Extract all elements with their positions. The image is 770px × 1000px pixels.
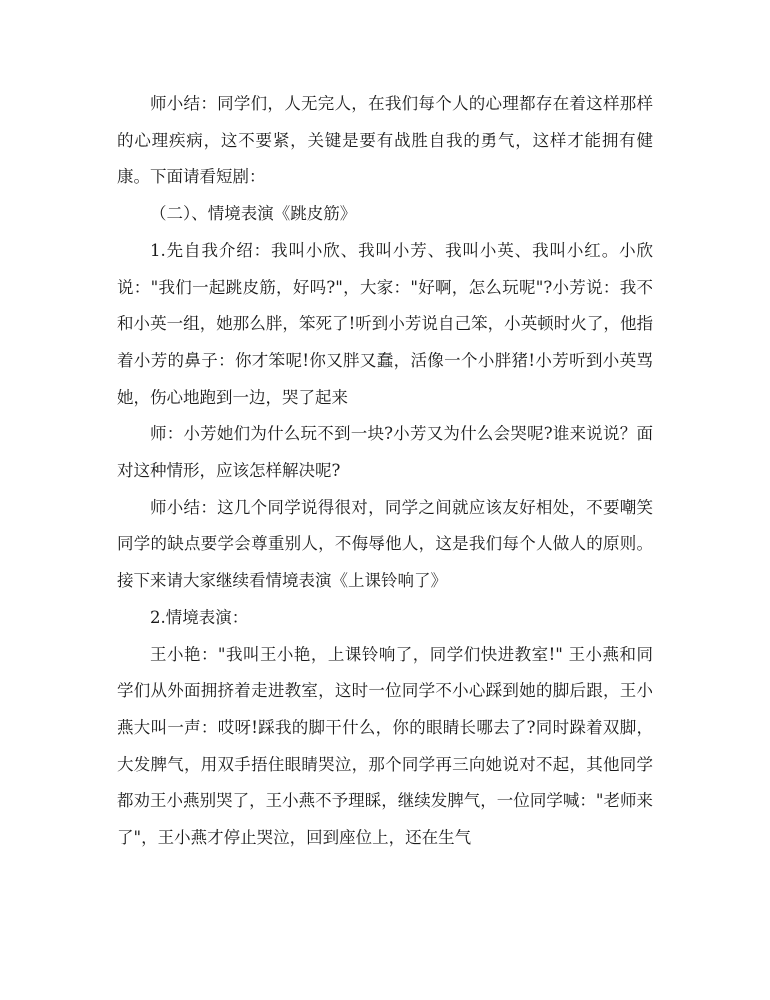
paragraph-teacher-summary-1: 师小结：同学们，人无完人，在我们每个人的心理都存在着这样那样的心理疾病，这不要紧，关键是要有战胜自我的勇气，这样才能拥有健康。下面请看短剧：	[117, 94, 653, 187]
paragraph-teacher-question: 师：小芳她们为什么玩不到一块?小芳又为什么会哭呢?谁来说说？面对这种情形，应该怎样解决呢?	[117, 424, 653, 481]
document-page	[117, 86, 653, 857]
section-heading-skit-bell: 2.情境表演：	[150, 607, 249, 627]
paragraph-teacher-summary-2: 师小结：这几个同学说得很对，同学之间就应该友好相处，不要嘲笑同学的缺点要学会尊重别人，不侮辱他人，这是我们每个人做人的原则。接下来请大家继续看情境表演《上课铃响了》	[117, 497, 653, 591]
section-heading-skit-rope: （二）、情境表演《跳皮筋》	[150, 204, 357, 224]
paragraph-self-introduction: 1.先自我介绍：我叫小欣、我叫小芳、我叫小英、我叫小红。小欣说："我们一起跳皮筋，好吗?"，大家："好啊，怎么玩呢"?小芳说：我不和小英一组，她那么胖，笨死了!听到小芳说自己笨，小英顿时火了，他指着小芳的鼻子：你才笨呢!你又胖又蠢，活像一个小胖猪!小芳听到小英骂她，伤心地跑到一边，哭了起来	[117, 240, 653, 407]
paragraph-bell-skit: 王小艳："我叫王小艳，上课铃响了，同学们快进教室!" 王小燕和同学们从外面拥挤着走进教室，这时一位同学不小心踩到她的脚后跟，王小燕大叫一声：哎呀!踩我的脚干什么，你的眼睛长哪去了?同时跺着双脚，大发脾气，用双手捂住眼睛哭泣，那个同学再三向她说对不起，其他同学都劝王小燕别哭了，王小燕不予理睬，继续发脾气，一位同学喊："老师来了"，王小燕才停止哭泣，回到座位上，还在生气	[117, 644, 653, 848]
